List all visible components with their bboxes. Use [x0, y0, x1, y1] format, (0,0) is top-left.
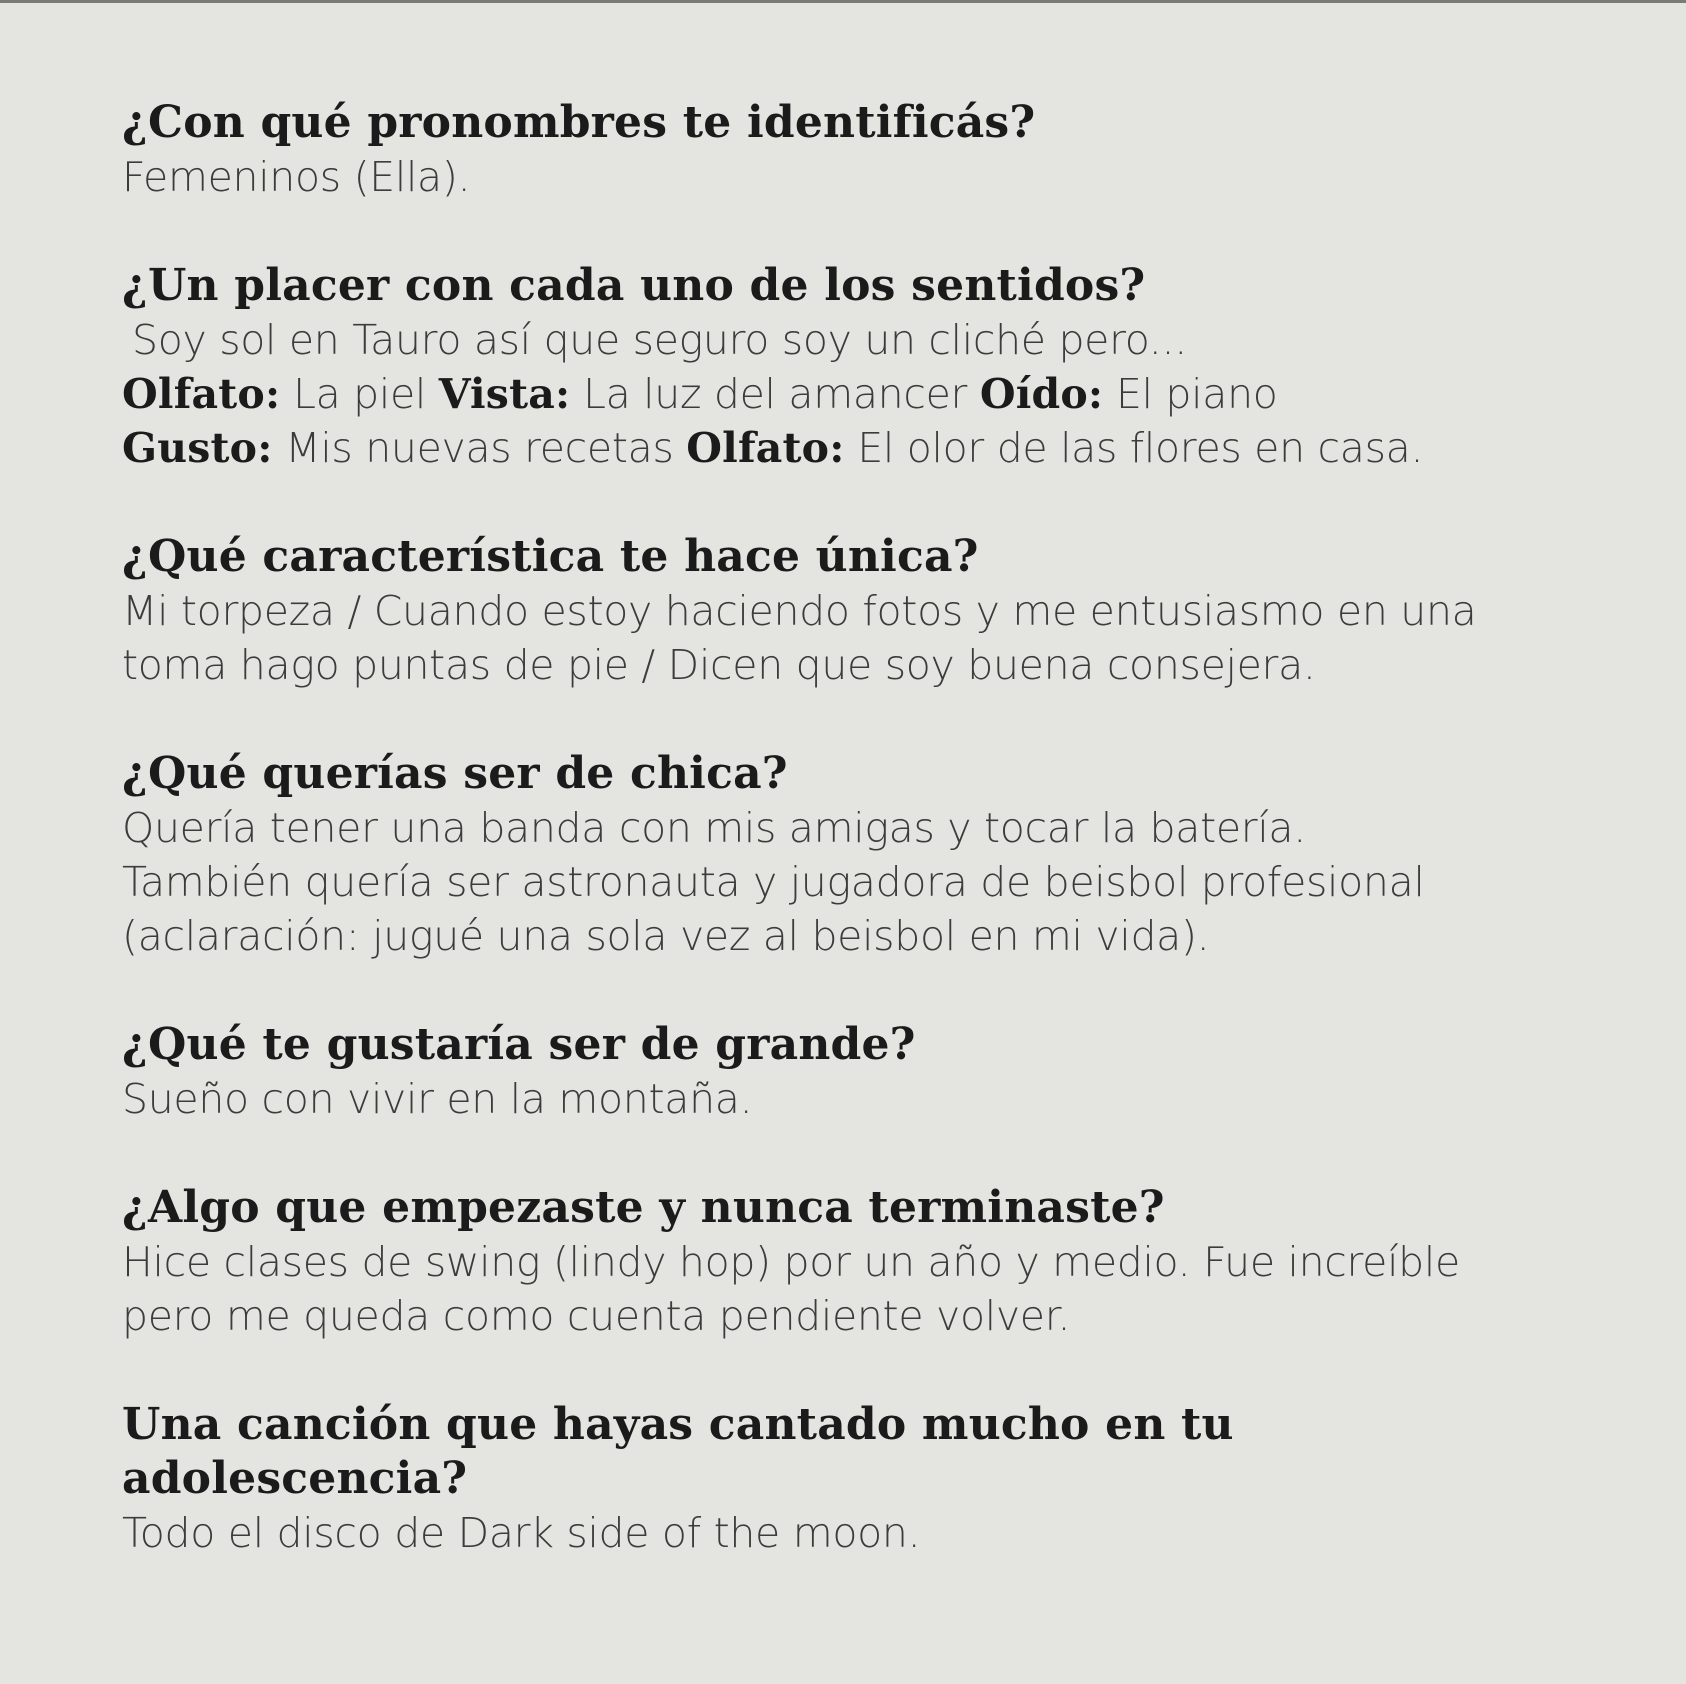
question-line: Una canción que hayas cantado mucho en tu	[122, 1399, 1234, 1450]
question: ¿Qué característica te hace única?	[122, 531, 979, 582]
sense-text: El piano	[1116, 370, 1278, 418]
sense-label: Olfato:	[686, 424, 845, 472]
answer-line: Quería tener una banda con mis amigas y tocar la batería.	[122, 804, 1306, 852]
answer-line: pero me queda como cuenta pendiente volver.	[122, 1292, 1071, 1340]
answer-line: Femeninos (Ella).	[122, 153, 471, 201]
question: ¿Qué querías ser de chica?	[122, 748, 788, 799]
answer-line: Sueño con vivir en la montaña.	[122, 1075, 753, 1123]
qa-item-teen-song	[122, 1398, 1582, 1560]
qa-item-unfinished	[122, 1181, 1582, 1343]
sense-label: Oído:	[979, 370, 1104, 418]
qa-item-childhood-dream	[122, 747, 1582, 963]
qa-item-future-dream	[122, 1018, 1582, 1126]
qa-list	[122, 96, 1582, 1615]
qa-item-unique-trait	[122, 530, 1582, 692]
question: ¿Con qué pronombres te identificás?	[122, 97, 1036, 148]
answer-intro: Soy sol en Tauro así que seguro soy un cliché pero...	[132, 316, 1188, 364]
question: ¿Qué te gustaría ser de grande?	[122, 1019, 916, 1070]
qa-item-senses	[122, 259, 1582, 475]
sense-text: Mis nuevas recetas	[285, 424, 674, 472]
answer-line: toma hago puntas de pie / Dicen que soy buena consejera.	[122, 641, 1316, 689]
answer-line: Todo el disco de Dark side of the moon.	[122, 1509, 921, 1557]
qa-item-pronouns	[122, 96, 1582, 204]
answer-line: También quería ser astronauta y jugadora de beisbol profesional	[122, 858, 1425, 906]
sense-label: Vista:	[438, 370, 571, 418]
top-border	[0, 0, 1686, 3]
sense-text: La luz del amancer	[583, 370, 968, 418]
sense-text: La piel	[293, 370, 426, 418]
sense-label: Olfato:	[122, 370, 281, 418]
answer-line: Mi torpeza / Cuando estoy haciendo fotos y me entusiasmo en una	[122, 587, 1477, 635]
answer-line: (aclaración: jugué una sola vez al beisbol en mi vida).	[122, 912, 1210, 960]
question-line: adolescencia?	[122, 1453, 468, 1504]
sense-label: Gusto:	[122, 424, 273, 472]
question: ¿Algo que empezaste y nunca terminaste?	[122, 1182, 1165, 1233]
question: ¿Un placer con cada uno de los sentidos?	[122, 260, 1146, 311]
answer-senses-line-2	[122, 421, 1582, 475]
answer-senses-line-1	[122, 367, 1582, 421]
answer-line: Hice clases de swing (lindy hop) por un año y medio. Fue increíble	[122, 1238, 1460, 1286]
sense-text: El olor de las flores en casa.	[857, 424, 1424, 472]
